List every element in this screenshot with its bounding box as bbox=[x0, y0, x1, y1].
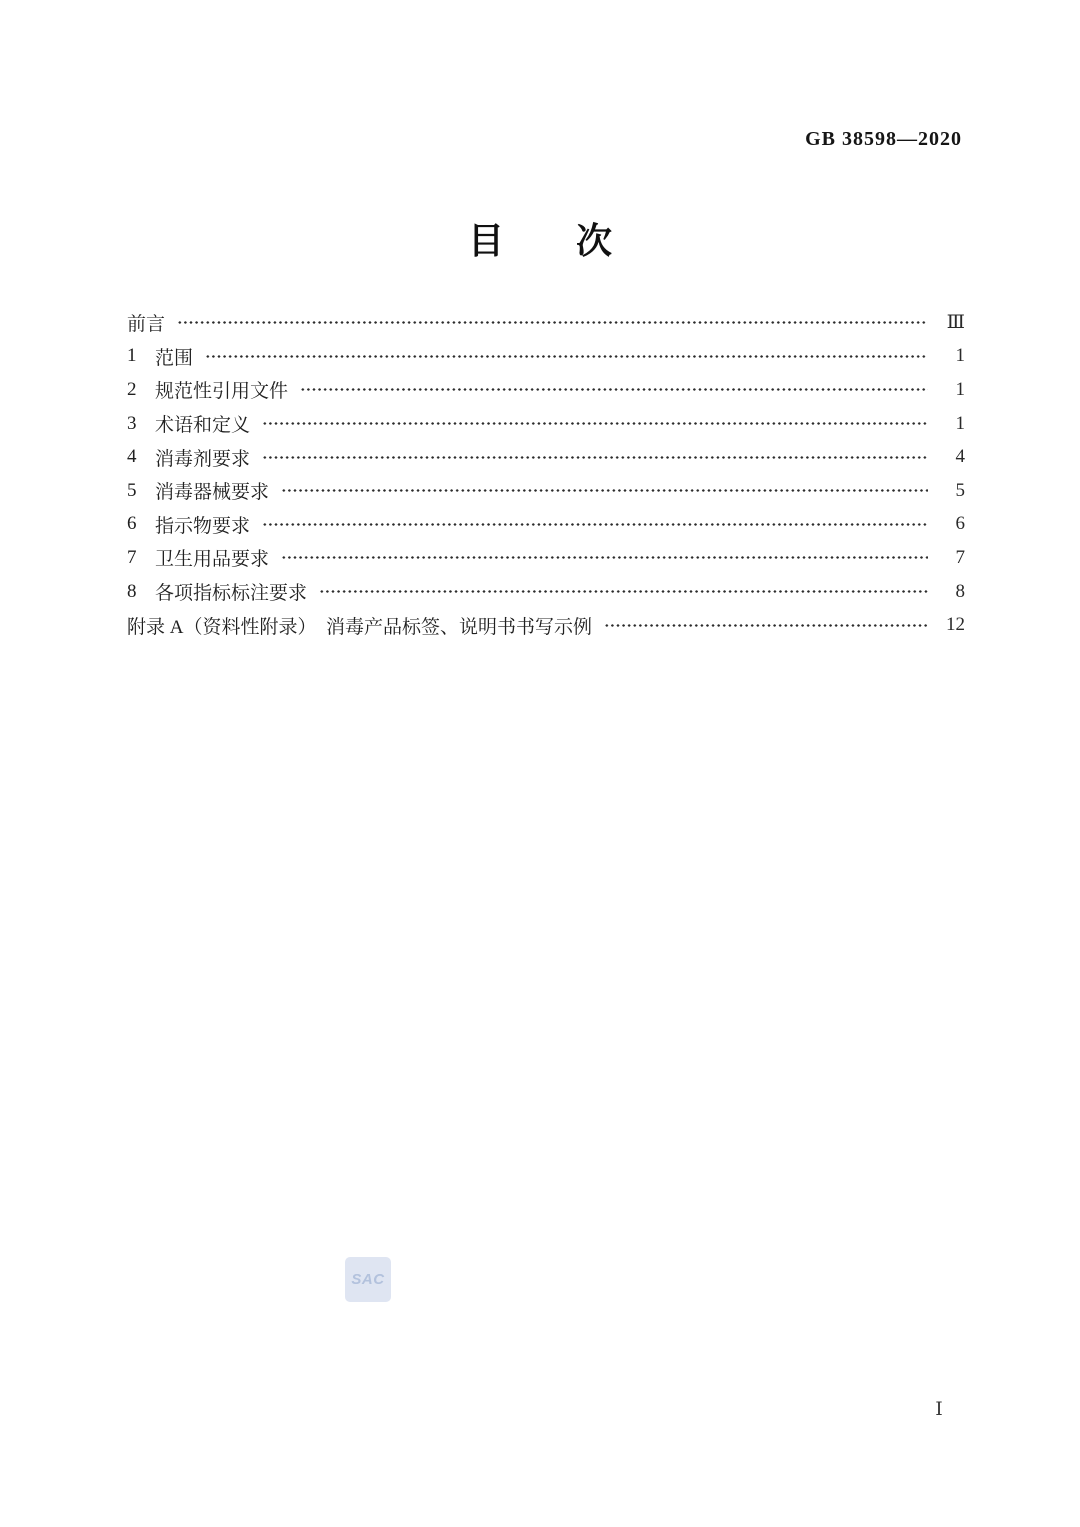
toc-entry-page: Ⅲ bbox=[946, 312, 965, 334]
toc-entry-label: 术语和定义 bbox=[155, 415, 251, 437]
dot-leader bbox=[262, 448, 928, 467]
toc-entry bbox=[127, 373, 965, 407]
toc-entry bbox=[127, 608, 965, 642]
toc-entry-label: 规范性引用文件 bbox=[155, 381, 289, 403]
page-number: Ⅰ bbox=[935, 1399, 943, 1420]
toc-entry-number: 7 bbox=[127, 546, 137, 568]
dot-leader bbox=[604, 616, 928, 635]
toc-entry-number: 8 bbox=[127, 580, 137, 602]
standard-number: GB 38598—2020 bbox=[805, 128, 962, 150]
toc-entry bbox=[127, 575, 965, 609]
toc-entry-label: 消毒剂要求 bbox=[155, 448, 251, 470]
sac-watermark-logo bbox=[345, 1257, 391, 1302]
page-title: 目 次 bbox=[467, 220, 612, 261]
dot-leader bbox=[177, 313, 928, 332]
sac-watermark-label: SAC bbox=[351, 1271, 385, 1288]
toc-entry-page: 5 bbox=[955, 479, 965, 501]
toc-entry-number: 5 bbox=[127, 479, 137, 501]
toc-entry-label: 卫生用品要求 bbox=[155, 549, 270, 571]
toc-entry bbox=[127, 407, 965, 441]
toc-entry-label: 范围 bbox=[155, 347, 194, 369]
toc-entry-page: 1 bbox=[955, 345, 965, 367]
toc-entry-number: 4 bbox=[127, 446, 137, 468]
toc-entry-page: 1 bbox=[955, 412, 965, 434]
dot-leader bbox=[319, 582, 928, 601]
toc-entry bbox=[127, 474, 965, 508]
toc-entry-number: 3 bbox=[127, 412, 137, 434]
toc-entry-label: 指示物要求 bbox=[155, 515, 251, 537]
dot-leader bbox=[262, 515, 928, 534]
toc-entry bbox=[127, 508, 965, 542]
table-of-contents bbox=[127, 306, 965, 642]
dot-leader bbox=[262, 414, 928, 433]
dot-leader bbox=[281, 548, 928, 567]
toc-entry-number: 6 bbox=[127, 513, 137, 535]
dot-leader bbox=[281, 481, 928, 500]
toc-entry-page: 6 bbox=[955, 513, 965, 535]
toc-entry-label: 消毒器械要求 bbox=[155, 482, 270, 504]
toc-entry bbox=[127, 440, 965, 474]
toc-entry-label: 附录 A（资料性附录） 消毒产品标签、说明书书写示例 bbox=[127, 616, 592, 638]
toc-entry bbox=[127, 541, 965, 575]
toc-entry bbox=[127, 306, 965, 340]
toc-entry-label: 前言 bbox=[127, 314, 166, 336]
toc-entry-page: 12 bbox=[946, 614, 965, 636]
toc-entry-page: 8 bbox=[955, 580, 965, 602]
toc-entry-page: 4 bbox=[955, 446, 965, 468]
toc-entry bbox=[127, 340, 965, 374]
toc-entry-label: 各项指标标注要求 bbox=[155, 583, 308, 605]
toc-entry-number: 2 bbox=[127, 378, 137, 400]
dot-leader bbox=[205, 347, 928, 366]
toc-entry-page: 7 bbox=[955, 546, 965, 568]
toc-entry-number: 1 bbox=[127, 345, 137, 367]
toc-entry-page: 1 bbox=[955, 378, 965, 400]
dot-leader bbox=[300, 380, 928, 399]
